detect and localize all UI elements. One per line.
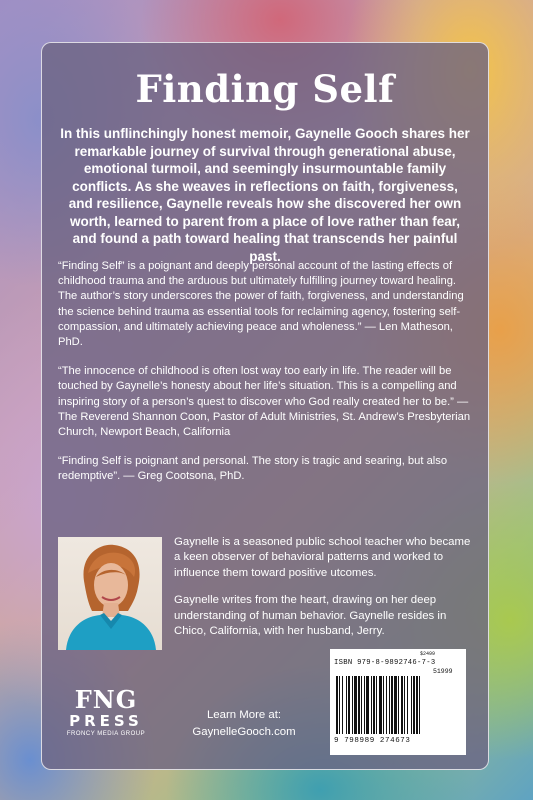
synopsis: In this unflinchingly honest memoir, Gaynelle Gooch shares her remarkable journey of survival through generational abuse, emotional turmoil, and seemingly insurmountable family conflicts. As she weaves in reflections on faith, forgiveness, and resilience, Gaynelle reveals how she discovered her own worth, learned to parent from a place of love rather than fear, and found a path toward healing that transcends her painful past. [60, 126, 470, 264]
review-quote: “Finding Self” is a poignant and deeply personal account of the lasting effects of childhood trauma and the arduous but ultimately fulfilling journey toward healing. The author’s story underscores the power of faith, forgiveness, and understanding the science behind trauma as essential tools for reclaiming agency, fostering self-compassion, and ultimately achieving peace and wholeness.” — Len Matheson, PhD. [58, 260, 464, 349]
learn-more-link[interactable]: GaynelleGooch.com [192, 726, 296, 738]
learn-more [174, 707, 314, 741]
book-title: Finding Self [135, 67, 395, 111]
publisher-mark: FNG [74, 685, 138, 714]
author-portrait-image [58, 537, 162, 650]
barcode-digits: 9 798989 274673 [334, 737, 411, 745]
publisher-logo [58, 687, 154, 749]
review-quote: “The innocence of childhood is often lost way too early in life. The reader will be touched by Gaynelle’s honesty about her life’s situation. This is a compelling and inspiring story of a person’s quest to discover who God really created her to be.” — The Reverend Shannon Coon, Pastor of Adult Ministries, St. Andrew’s Presbyterian Church, Newport Beach, California [58, 365, 471, 439]
price-label: $2499 [420, 651, 436, 657]
publisher-press: PRESS [69, 712, 143, 730]
back-cover-panel [41, 42, 489, 770]
author-bio [174, 535, 474, 651]
bio-paragraph: Gaynelle is a seasoned public school teacher who became a keen observer of behavioral patterns and worked to influence them toward positive utcomes. [174, 536, 471, 579]
isbn-barcode [330, 649, 466, 755]
author-photo [58, 537, 162, 650]
publisher-group: FRONCY MEDIA GROUP [66, 731, 146, 737]
reviews [58, 259, 476, 499]
review-quote: “Finding Self is poignant and personal. The story is tragic and searing, but also redemptive”. — Greg Cootsona, PhD. [58, 455, 448, 483]
barcode-icon [336, 676, 460, 734]
learn-more-label: Learn More at: [206, 709, 282, 721]
bio-paragraph: Gaynelle writes from the heart, drawing on her deep understanding of human behavior. Gaynelle resides in Chico, California, with her husband, Jerry. [174, 594, 447, 638]
isbn-text: ISBN 979-8-9892746-7-3 [334, 659, 436, 667]
price-code: 51999 [433, 668, 453, 675]
